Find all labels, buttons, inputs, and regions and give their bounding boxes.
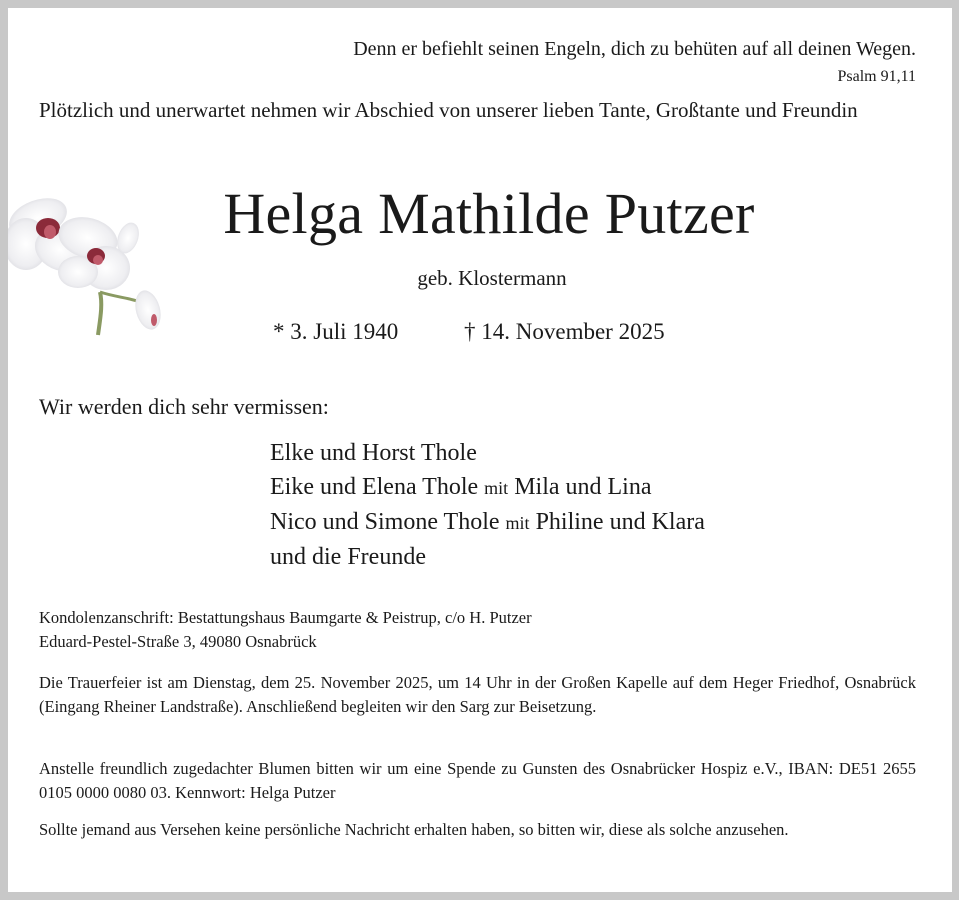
mourner-line: und die Freunde <box>270 544 426 570</box>
deceased-name: Helga Mathilde Putzer <box>223 181 755 246</box>
mourners-list <box>270 436 705 574</box>
condolence-address <box>39 606 916 654</box>
donation-paragraph: Anstelle freundlich zugedachter Blumen bitten wir um eine Spende zu Gunsten des Osnabrücker Hospiz e.V., IBAN: DE51 2655 0105 0000 0080 03. Kennwort: Helga Putzer <box>39 759 916 802</box>
condolence-line-2: Eduard-Pestel-Straße 3, 49080 Osnabrück <box>39 632 317 651</box>
mourner-line: Eike und Elena Thole mit Mila und Lina <box>270 474 652 500</box>
maiden-name: geb. Klostermann <box>417 266 567 290</box>
birth-date: * 3. Juli 1940 <box>273 319 399 344</box>
condolence-line-1: Kondolenzanschrift: Bestattungshaus Baumgarte & Peistrup, c/o H. Putzer <box>39 608 532 627</box>
mourner-line: Nico und Simone Thole mit Philine und Klara <box>270 509 705 535</box>
funeral-paragraph: Die Trauerfeier ist am Dienstag, dem 25. November 2025, um 14 Uhr in der Großen Kapelle auf dem Heger Friedhof, Osnabrück (Eingang Rheiner Landstraße). Anschließend begleiten wir den Sarg zur Beisetzung. <box>39 673 916 716</box>
obituary-notice <box>8 8 952 892</box>
intro-text: Plötzlich und unerwartet nehmen wir Abschied von unserer lieben Tante, Großtante und Freundin <box>39 98 858 122</box>
bible-verse: Denn er befiehlt seinen Engeln, dich zu behüten auf all deinen Wegen. <box>353 38 916 60</box>
mourner-line: Elke und Horst Thole <box>270 440 477 466</box>
verse-source: Psalm 91,11 <box>837 68 916 85</box>
mourners-intro: Wir werden dich sehr vermissen: <box>39 394 329 419</box>
death-date: † 14. November 2025 <box>464 319 665 344</box>
notice-paragraph: Sollte jemand aus Versehen keine persönliche Nachricht erhalten haben, so bitten wir, diese als solche anzusehen. <box>39 820 789 839</box>
